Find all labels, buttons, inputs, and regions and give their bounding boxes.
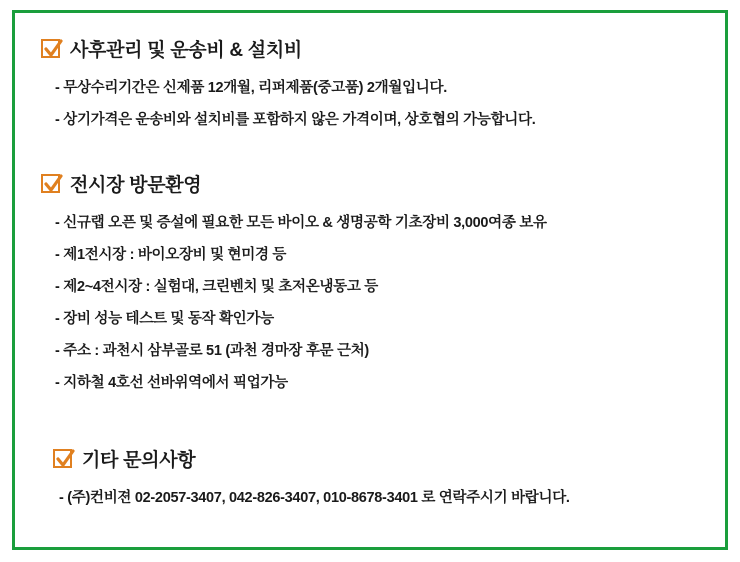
section-title: 전시장 방문환영 [70, 175, 202, 196]
section-showroom-visit [41, 170, 699, 392]
section-header [41, 170, 699, 197]
checkbox-checked-icon [53, 449, 72, 468]
list-item: - 신규랩 오픈 및 증설에 필요한 모든 바이오 & 생명공학 기초장비 3,000여종 보유 [55, 215, 547, 231]
section-lines [41, 486, 699, 507]
list-item: - 상기가격은 운송비와 설치비를 포함하지 않은 가격이며, 상호협의 가능합니다. [55, 112, 536, 128]
list-item: - 주소 : 과천시 삼부골로 51 (과천 경마장 후문 근처) [55, 343, 369, 359]
section-other-inquiries [41, 445, 699, 507]
list-item: - 제2~4전시장 : 실험대, 크린벤치 및 초저온냉동고 등 [55, 279, 379, 295]
section-header [41, 445, 699, 472]
section-after-service [41, 35, 699, 129]
list-item: - 제1전시장 : 바이오장비 및 현미경 등 [55, 247, 287, 263]
list-item: - (주)컨비젼 02-2057-3407, 042-826-3407, 010-8678-3401 로 연락주시기 바랍니다. [59, 490, 570, 506]
section-lines [41, 76, 699, 129]
list-item: - 장비 성능 테스트 및 동작 확인가능 [55, 311, 274, 327]
section-lines [41, 211, 699, 392]
section-title: 사후관리 및 운송비 & 설치비 [70, 40, 302, 61]
spacer [41, 140, 699, 170]
checkbox-checked-icon [41, 39, 60, 58]
spacer [41, 403, 699, 445]
list-item: - 무상수리기간은 신제품 12개월, 리퍼제품(중고품) 2개월입니다. [55, 80, 447, 96]
section-header [41, 35, 699, 62]
section-title: 기타 문의사항 [82, 450, 196, 471]
list-item: - 지하철 4호선 선바위역에서 픽업가능 [55, 375, 288, 391]
checkbox-checked-icon [41, 174, 60, 193]
content-frame [12, 10, 728, 550]
